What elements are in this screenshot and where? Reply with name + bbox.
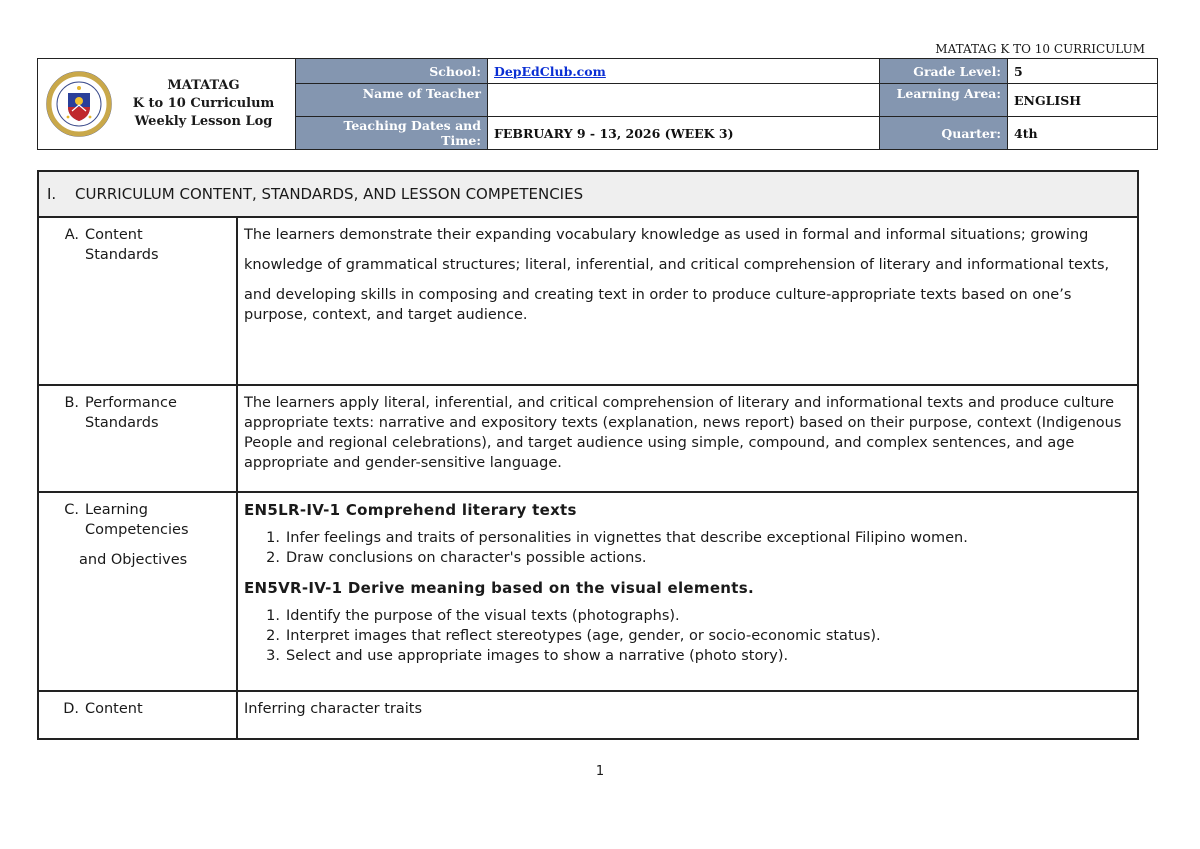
teaching-dates-label: Teaching Dates and Time: <box>296 117 488 150</box>
teacher-label: Name of Teacher <box>296 84 488 117</box>
content-standards-row <box>38 217 1138 385</box>
competency-list <box>244 528 1129 568</box>
school-value <box>488 59 880 84</box>
quarter-label: Quarter: <box>880 117 1008 150</box>
learning-area-label: Learning Area: <box>880 84 1008 117</box>
school-label: School: <box>296 59 488 84</box>
deped-seal-icon <box>46 71 112 137</box>
content-text <box>237 691 1138 739</box>
label-line: Performance <box>85 395 177 411</box>
page-number: 1 <box>595 764 605 779</box>
row-letter: B. <box>64 395 79 411</box>
label-line: Standards <box>85 247 159 263</box>
section-title: CURRICULUM CONTENT, STANDARDS, AND LESSON COMPETENCIES <box>75 185 584 203</box>
list-item: 1. Infer feelings and traits of personalities in vignettes that describe exceptional Filipino women. <box>266 530 968 546</box>
label-line: Standards <box>85 415 159 431</box>
title-line-3: Weekly Lesson Log <box>134 114 273 129</box>
label-line: Content <box>85 227 143 243</box>
row-letter: C. <box>64 502 79 518</box>
paragraph: The learners apply literal, inferential, and critical comprehension of literary and informational texts and produce culture appropriate texts: narrative and expository texts (explanation, news report) based on their purpose, context (Indigenous People and regional celebrations), and target audience using simple, compound, and complex sentences, and age appropriate and gender-sensitive language. <box>244 395 1122 471</box>
section-header <box>38 171 1138 217</box>
label-line: Learning <box>85 502 148 518</box>
performance-standards-text <box>237 385 1138 492</box>
section-roman: I. <box>47 185 57 203</box>
grade-level-value: 5 <box>1008 59 1158 84</box>
curriculum-top-label: MATATAG K TO 10 CURRICULUM <box>935 42 1145 56</box>
title-line-1: MATATAG <box>167 78 240 93</box>
content-label <box>38 691 237 739</box>
learning-competencies-row <box>38 492 1138 691</box>
competency-heading: EN5VR-IV-1 Derive meaning based on the visual elements. <box>244 579 754 597</box>
row-letter: D. <box>63 701 79 717</box>
paragraph: and developing skills in composing and creating text in order to produce culture-appropriate texts based on one’s purpose, context, and target audience. <box>244 287 1072 323</box>
list-item: 1. Identify the purpose of the visual texts (photographs). <box>266 608 680 624</box>
header-logo-cell <box>38 59 296 150</box>
lesson-log-header <box>37 58 1158 150</box>
list-item: 2. Draw conclusions on character's possible actions. <box>266 550 647 566</box>
quarter-value: 4th <box>1008 117 1158 150</box>
header-title <box>112 77 295 131</box>
teaching-dates-value: FEBRUARY 9 - 13, 2026 (WEEK 3) <box>488 117 880 150</box>
teacher-value <box>488 84 880 117</box>
label-line: and Objectives <box>79 552 188 568</box>
content-standards-text <box>237 217 1138 385</box>
label-line: Content <box>85 701 143 717</box>
curriculum-table <box>37 170 1139 740</box>
list-item: 2. Interpret images that reflect stereotypes (age, gender, or socio-economic status). <box>266 628 881 644</box>
learning-area-value: ENGLISH <box>1008 84 1158 117</box>
content-row <box>38 691 1138 739</box>
performance-standards-row <box>38 385 1138 492</box>
competency-list <box>244 606 1129 666</box>
school-link[interactable]: DepEdClub.com <box>494 63 606 79</box>
paragraph: The learners demonstrate their expanding vocabulary knowledge as used in formal and informal situations; growing <box>244 227 1089 243</box>
row-letter: A. <box>64 227 79 243</box>
performance-standards-label <box>38 385 237 492</box>
grade-level-label: Grade Level: <box>880 59 1008 84</box>
title-line-2: K to 10 Curriculum <box>132 96 275 111</box>
learning-competencies-label <box>38 492 237 691</box>
list-item: 3. Select and use appropriate images to show a narrative (photo story). <box>266 648 789 664</box>
competency-heading: EN5LR-IV-1 Comprehend literary texts <box>244 501 577 519</box>
paragraph: Inferring character traits <box>244 701 423 717</box>
paragraph: knowledge of grammatical structures; literal, inferential, and critical comprehension of literary and informational texts, <box>244 257 1110 273</box>
learning-competencies-text <box>237 492 1138 691</box>
content-standards-label <box>38 217 237 385</box>
label-line: Competencies <box>85 522 189 538</box>
